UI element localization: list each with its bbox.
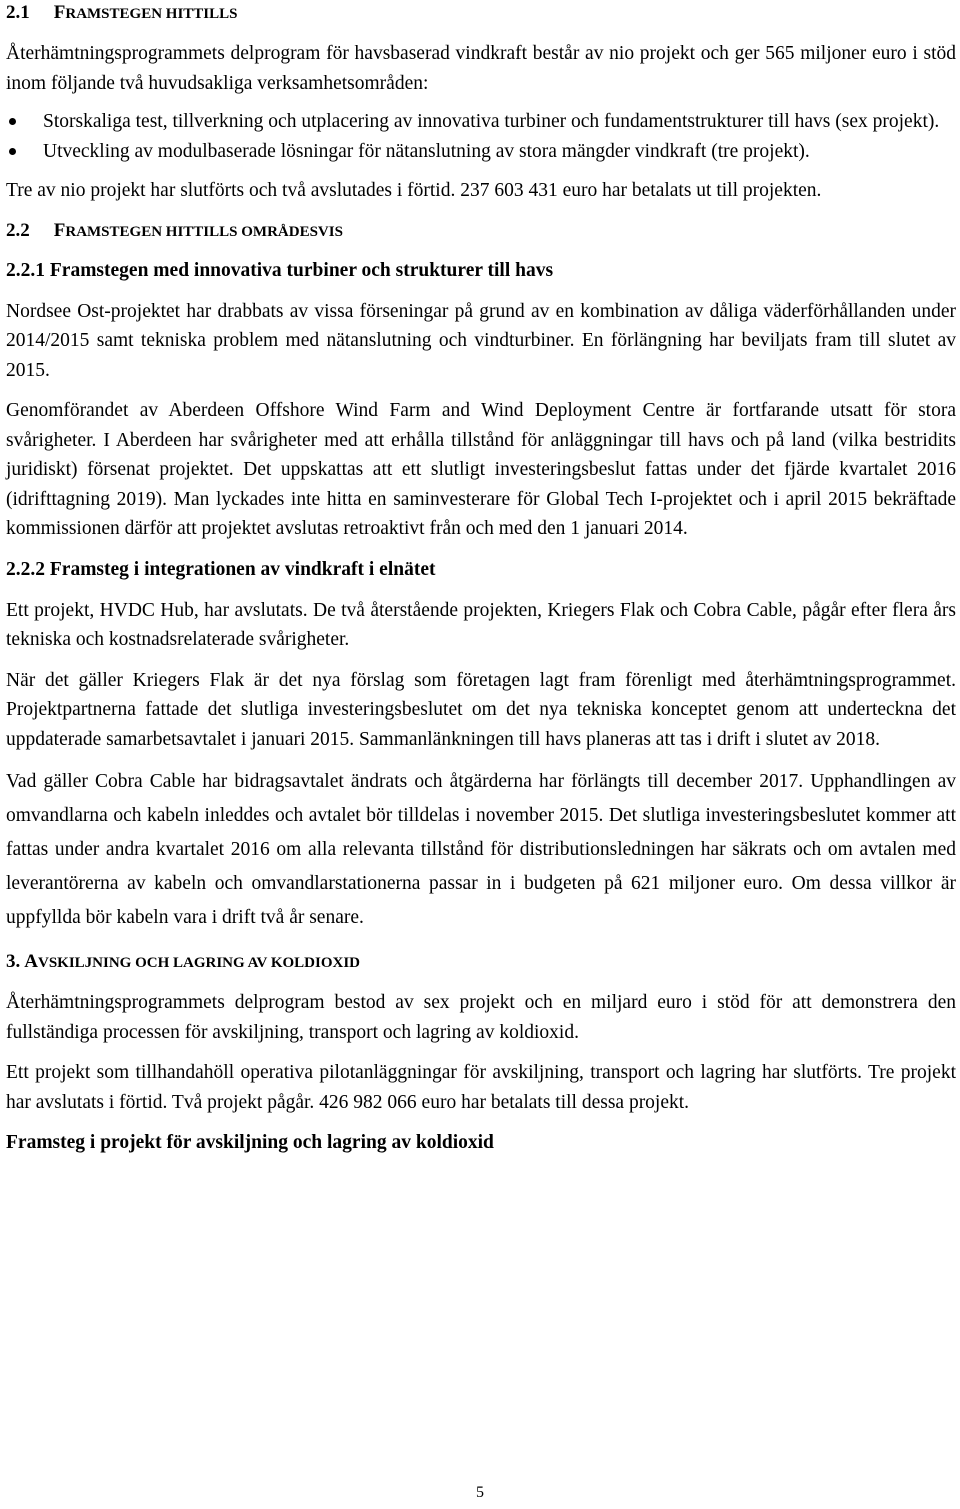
paragraph: Genomförandet av Aberdeen Offshore Wind Farm and Wind Deployment Centre är fortfarande utsatt för stora svårigheter. I Aberdeen har svårigheter med att erhålla tillstånd för anläggningar till havs och på land (vilka bestridits juridiskt) försenat projektet. Det uppskattas att ett slutligt investeringsbeslut fattas under det fjärde kvartalet 2016 (idrifttagning 2019). Man lyckades inte hitta en saminvesterare för Global Tech I-projektet och i april 2015 bekräftade kommissionen därför att projektet avslutas retroaktivt från och med den 1 januari 2014. bbox=[6, 400, 956, 539]
section-heading-2-1 bbox=[6, 0, 956, 27]
section-title-rest: RAMSTEGEN HITTILLS bbox=[65, 6, 238, 22]
page-content bbox=[6, 0, 956, 1157]
section-title-initial: F bbox=[53, 219, 66, 241]
section-number: 2.1 bbox=[6, 2, 30, 23]
section-title-rest: VSKILJNING OCH LAGRING AV KOLDIOXID bbox=[37, 955, 360, 971]
bullet-dot-icon bbox=[9, 148, 16, 155]
subsection-heading-2-2-2: 2.2.2 Framsteg i integrationen av vindkraft i elnätet bbox=[6, 558, 436, 580]
paragraph: Nordsee Ost-projektet har drabbats av vissa förseningar på grund av en kombination av dåliga väderförhållanden under 2014/2015 samt tekniska problem med nätanslutning och vindturbiner. En förlängning har beviljats fram till slutet av 2015. bbox=[6, 300, 956, 381]
section-heading-3 bbox=[6, 949, 956, 976]
paragraph: Vad gäller Cobra Cable har bidragsavtalet ändrats och åtgärderna har förlängts till december 2017. Upphandlingen av omvandlarna och kabeln inleddes och avtalet bör tilldelas i november 2015. Det slutliga investeringsbeslutet kommer att fattas under andra kvartalet 2016 om alla relevanta tillstånd för distributionsledningen har säkrats och om avtalen med leverantörerna av kabeln och omvandlarstationerna passar in i budgeten på 621 miljoner euro. Om dessa villkor är uppfyllda bör kabeln vara i drift två år senare. bbox=[6, 771, 956, 928]
section-heading-2-2 bbox=[6, 218, 956, 245]
bullet-text: Utveckling av modulbaserade lösningar för nätanslutning av stora mängder vindkraft (tre projekt). bbox=[43, 140, 810, 162]
paragraph: När det gäller Kriegers Flak är det nya förslag som företagen lagt fram förenligt med återhämtningsprogrammet. Projektpartnerna fattade det slutliga investeringsbeslutet om det nya tekniska konceptet genom att underteckna det uppdaterade samarbetsavtalet i januari 2015. Sammanlänkningen till havs planeras att tas i drift i slutet av 2018. bbox=[6, 669, 956, 750]
intro-paragraph: Återhämtningsprogrammets delprogram för havsbaserad vindkraft består av nio projekt och ger 565 miljoner euro i stöd inom följande två huvudsakliga verksamhetsområden: bbox=[6, 43, 956, 94]
paragraph: Ett projekt, HVDC Hub, har avslutats. De två återstående projekten, Kriegers Flak och Cobra Cable, pågår efter flera års tekniska och kostnadsrelaterade svårigheter. bbox=[6, 599, 956, 650]
paragraph: Återhämtningsprogrammets delprogram bestod av sex projekt och en miljard euro i stöd för att demonstrera den fullständiga processen för avskiljning, transport och lagring av koldioxid. bbox=[6, 992, 956, 1043]
section-title-rest: RAMSTEGEN HITTILLS OMRÅDESVIS bbox=[65, 223, 343, 240]
bullet-text: Storskaliga test, tillverkning och utplacering av innovativa turbiner och fundamentstrukturer till havs (sex projekt). bbox=[43, 111, 940, 132]
section-number: 2.2 bbox=[6, 219, 30, 241]
bullet-item bbox=[6, 137, 956, 167]
subheading-ccs-progress: Framsteg i projekt för avskiljning och lagring av koldioxid bbox=[6, 1132, 494, 1153]
section-title-initial: A bbox=[24, 951, 38, 972]
page-number: 5 bbox=[476, 1484, 484, 1501]
bullet-dot-icon bbox=[9, 118, 16, 125]
section-title-initial: F bbox=[53, 2, 66, 23]
bullet-list bbox=[6, 107, 956, 166]
section-number: 3. bbox=[6, 951, 21, 972]
status-paragraph: Tre av nio projekt har slutförts och två avslutades i förtid. 237 603 431 euro har betalats ut till projekten. bbox=[6, 180, 822, 201]
paragraph: Ett projekt som tillhandahöll operativa pilotanläggningar för avskiljning, transport och lagring har slutförts. Tre projekt har avslutats i förtid. Två projekt pågår. 426 982 066 euro har betalats till dessa projekt. bbox=[6, 1062, 956, 1113]
bullet-item bbox=[6, 107, 956, 137]
subsection-heading-2-2-1: 2.2.1 Framstegen med innovativa turbiner och strukturer till havs bbox=[6, 259, 554, 281]
